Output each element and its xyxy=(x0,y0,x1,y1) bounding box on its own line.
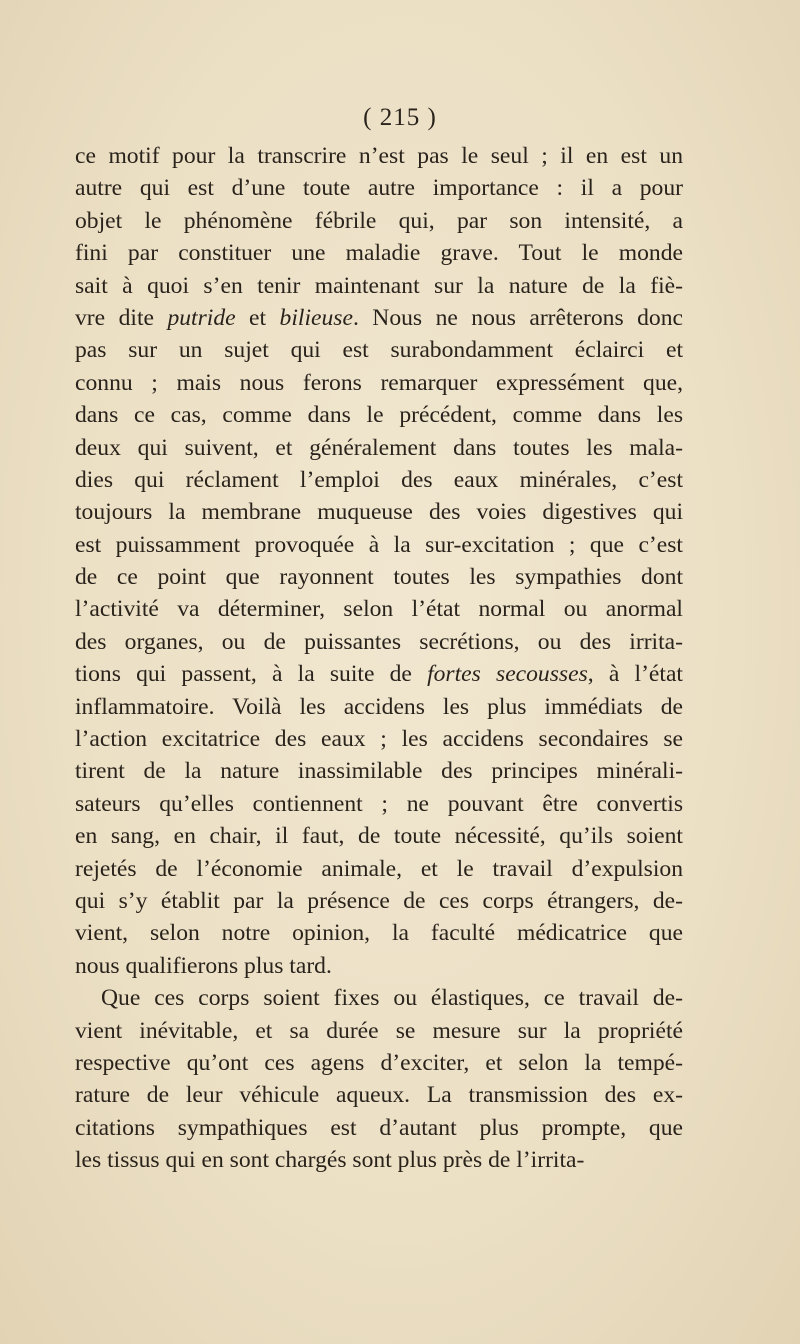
text-line: objet le phénomène fébrile qui, par son intensité, a xyxy=(75,207,683,234)
italic-term: putride xyxy=(167,304,236,331)
text-line: respective qu’ont ces agens d’exciter, et selon la tempé- xyxy=(75,1049,683,1076)
text-line xyxy=(75,658,683,690)
text-segment: et xyxy=(235,304,280,331)
text-line: les tissus qui en sont chargés sont plus près de l’irrita- xyxy=(75,1147,585,1174)
text-line: deux qui suivent, et généralement dans toutes les mala- xyxy=(75,434,683,461)
text-line: rature de leur véhicule aqueux. La transmission des ex- xyxy=(75,1082,683,1109)
text-line: Que ces corps soient fixes ou élastiques, ce travail de- xyxy=(101,985,683,1012)
body-text xyxy=(75,140,683,1177)
paragraph xyxy=(75,982,683,1176)
text-line: sait à quoi s’en tenir maintenant sur la nature de la fiè- xyxy=(75,272,683,299)
page-number: ( 215 ) xyxy=(363,104,437,131)
text-line: tirent de la nature inassimilable des principes minérali- xyxy=(75,758,683,785)
text-line: rejetés de l’économie animale, et le travail d’expulsion xyxy=(75,855,683,882)
text-line: en sang, en chair, il faut, de toute nécessité, qu’ils soient xyxy=(75,823,683,850)
text-line: sateurs qu’elles contiennent ; ne pouvant être convertis xyxy=(75,790,683,817)
text-line: toujours la membrane muqueuse des voies digestives qui xyxy=(75,499,683,526)
text-line: autre qui est d’une toute autre importance : il a pour xyxy=(75,175,683,202)
text-line: des organes, ou de puissantes secrétions, ou des irrita- xyxy=(75,628,683,655)
text-line: vient, selon notre opinion, la faculté médicatrice que xyxy=(75,920,683,947)
text-segment: vre dite xyxy=(75,304,168,331)
text-segment: tions qui passent, à la suite de xyxy=(75,661,428,688)
italic-term: fortes secousses xyxy=(427,661,588,688)
text-segment: , à l’état xyxy=(587,661,683,688)
text-line: pas sur un sujet qui est surabondamment éclairci et xyxy=(75,337,683,364)
text-line: dies qui réclament l’emploi des eaux minérales, c’est xyxy=(75,466,683,493)
text-line: l’activité va déterminer, selon l’état normal ou anormal xyxy=(75,596,683,623)
paragraph xyxy=(75,140,683,982)
text-line: ce motif pour la transcrire n’est pas le seul ; il en est un xyxy=(75,143,683,169)
text-line: nous qualifierons plus tard. xyxy=(75,952,332,979)
text-line: l’action excitatrice des eaux ; les accidens secondaires se xyxy=(75,726,683,753)
text-line: fini par constituer une maladie grave. Tout le monde xyxy=(75,240,683,267)
text-line: citations sympathiques est d’autant plus prompte, que xyxy=(75,1114,683,1141)
text-line: de ce point que rayonnent toutes les sympathies dont xyxy=(75,564,683,591)
text-line: est puissamment provoquée à la sur-excitation ; que c’est xyxy=(75,531,683,558)
text-line: connu ; mais nous ferons remarquer expressément que, xyxy=(75,369,683,396)
text-line: qui s’y établit par la présence de ces corps étrangers, de- xyxy=(75,887,683,914)
text-line: dans ce cas, comme dans le précédent, comme dans les xyxy=(75,402,683,429)
italic-term: bilieuse xyxy=(279,304,353,331)
text-line xyxy=(75,302,683,334)
text-line: inflammatoire. Voilà les accidens les plus immédiats de xyxy=(75,693,683,720)
text-line: vient inévitable, et sa durée se mesure sur la propriété xyxy=(75,1017,683,1044)
text-segment: . Nous ne nous arrêterons donc xyxy=(352,304,683,331)
